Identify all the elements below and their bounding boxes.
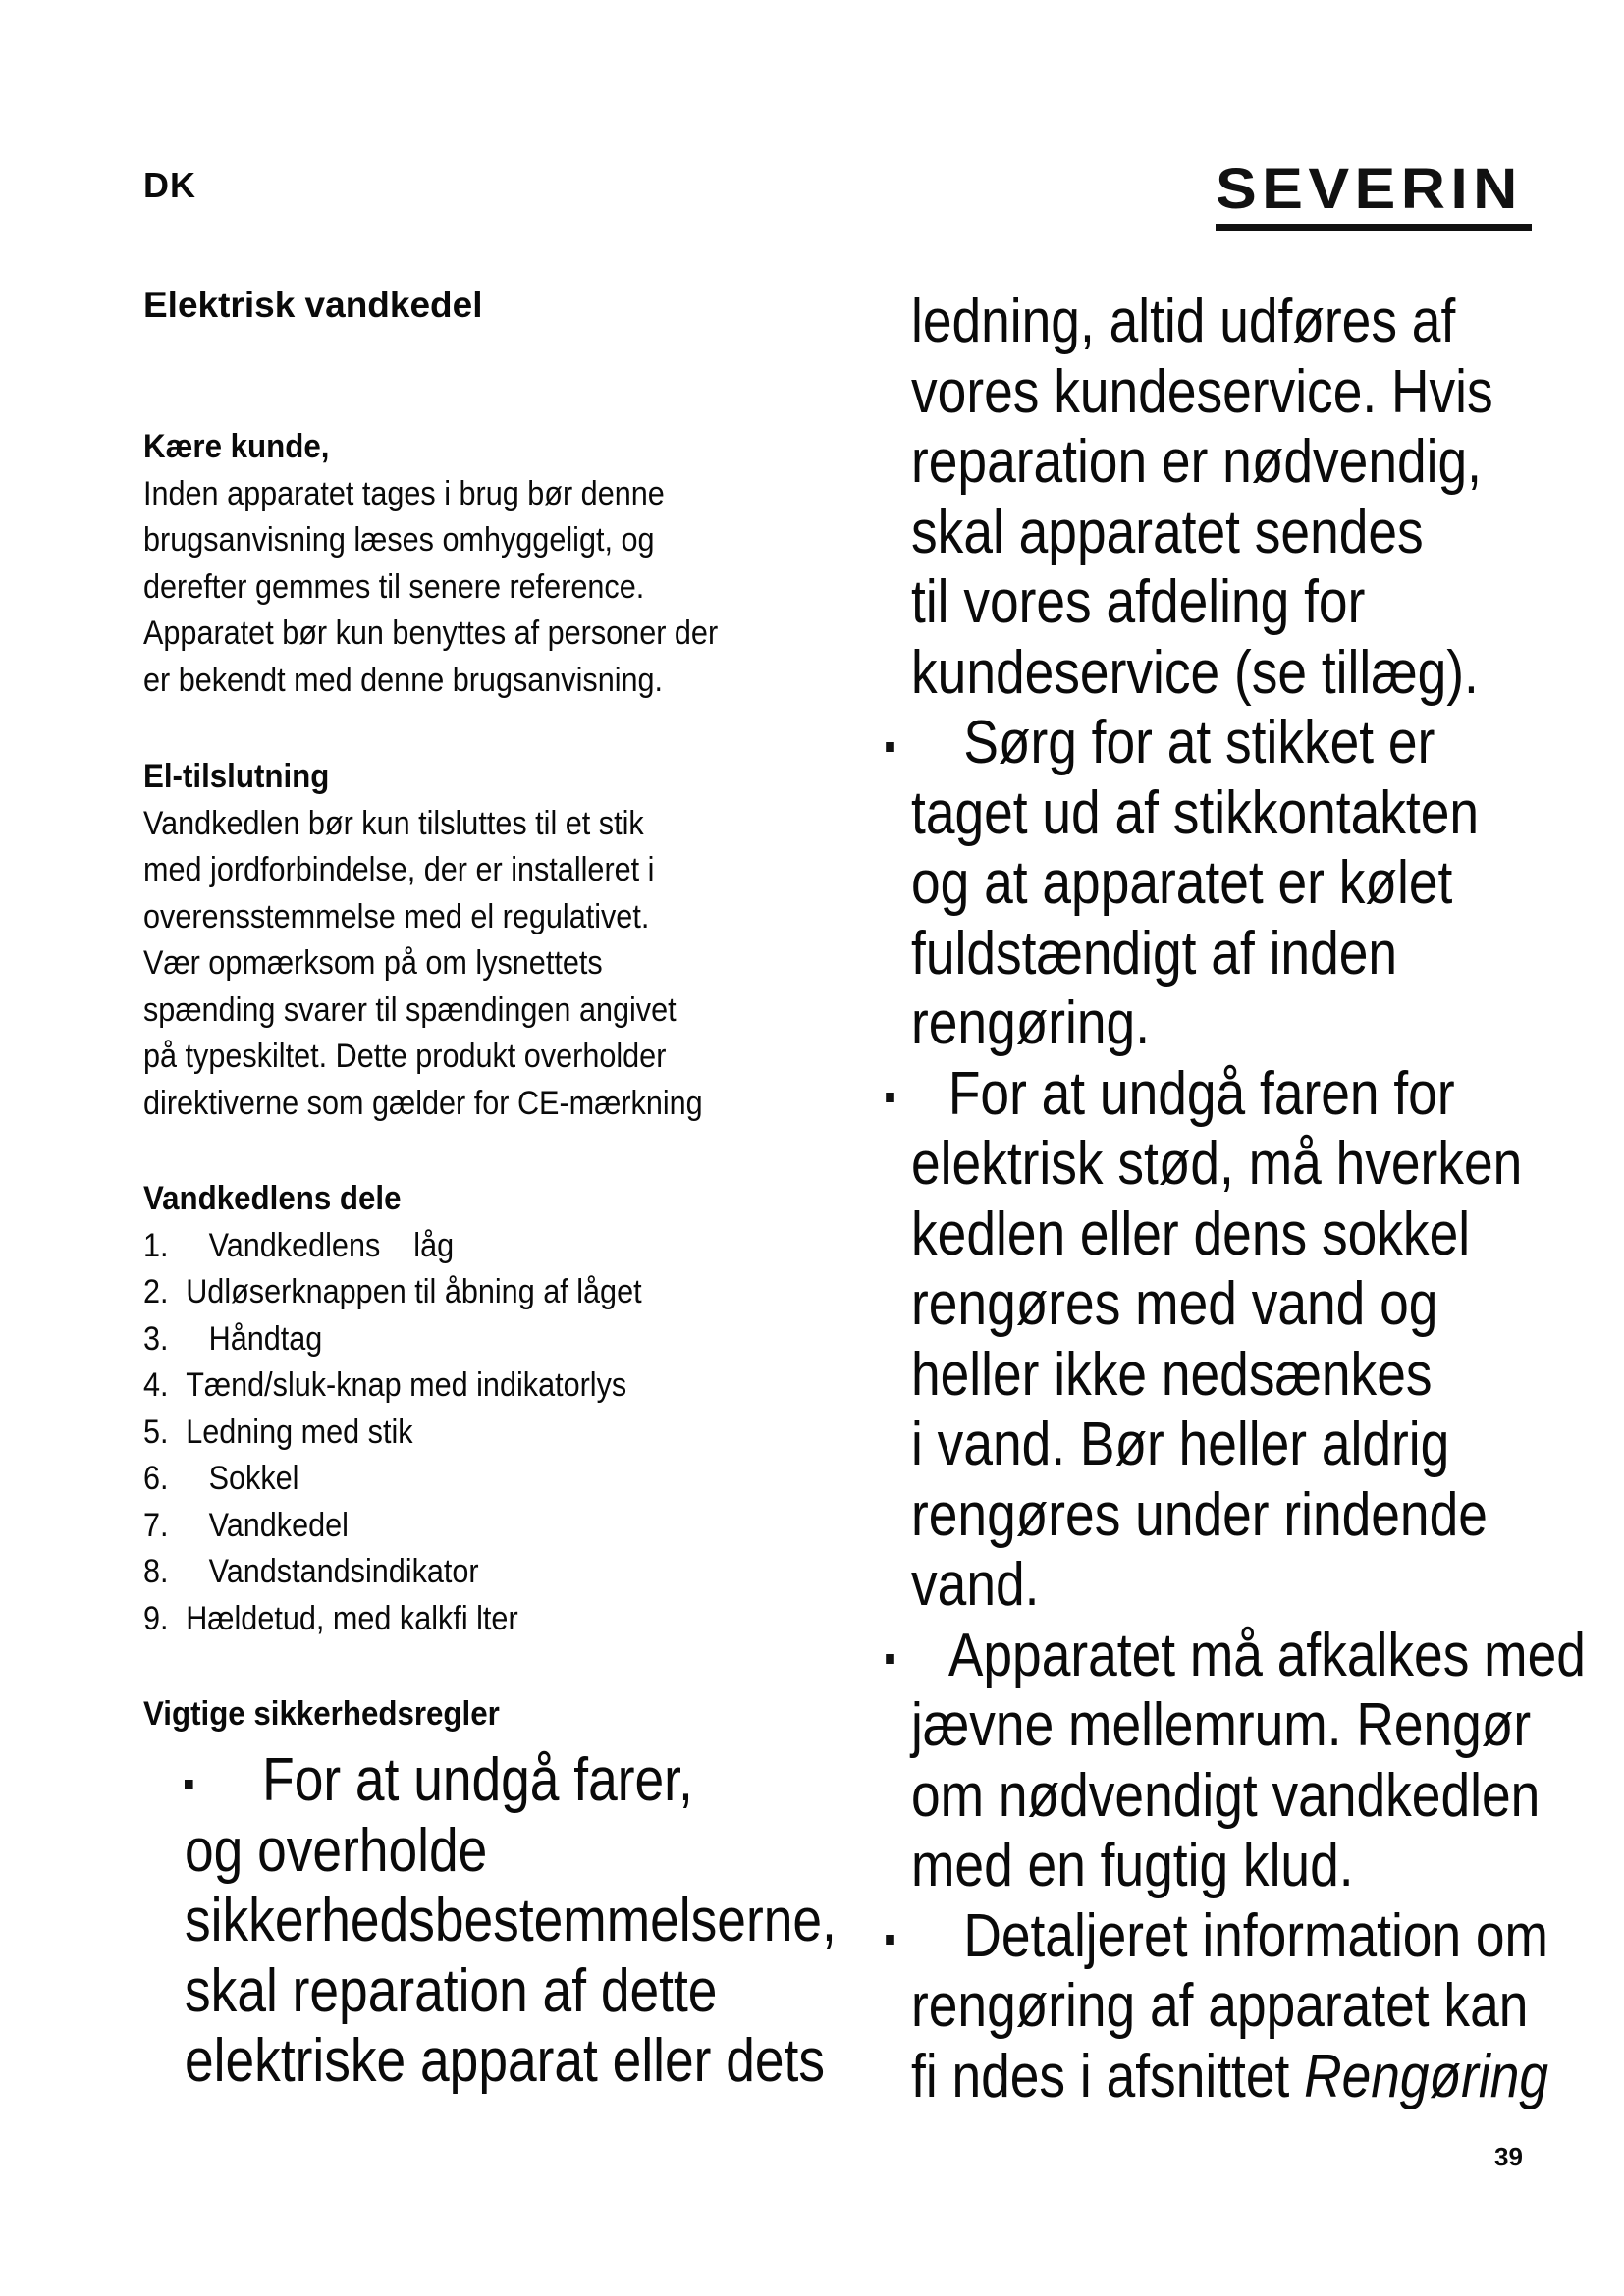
bullet-line <box>886 1901 1586 1972</box>
bullet-icon <box>886 742 894 752</box>
text-line: Vandkedlen bør kun tilsluttes til et stik <box>143 804 644 842</box>
item-text: Håndtag <box>208 1319 323 1358</box>
item-number: 4. <box>143 1366 169 1404</box>
list-item <box>143 1549 868 1596</box>
bullet-icon <box>886 1654 894 1664</box>
text-line <box>911 2042 1586 2112</box>
item-text: Vandkedlens låg <box>208 1226 455 1264</box>
list-item <box>143 1269 868 1316</box>
list-item <box>143 1223 868 1270</box>
page-title: Elektrisk vandkedel <box>143 285 483 325</box>
section-body <box>143 471 850 705</box>
text-line: i vand. Bør heller aldrig <box>911 1411 1450 1478</box>
item-text: Sokkel <box>208 1460 299 1497</box>
item-number: 1. <box>143 1226 169 1264</box>
item-text: Udløserknappen til åbning af låget <box>186 1273 642 1310</box>
text-line: For at undgå farer, <box>262 1746 693 1814</box>
page-number: 39 <box>1494 2142 1523 2171</box>
item-number: 6. <box>143 1460 169 1497</box>
text-line: med en fugtig klud. <box>911 1832 1354 1899</box>
text-line: overensstemmelse med el regulativet. <box>143 897 650 935</box>
italic-reference: Rengøring <box>1304 2042 1549 2110</box>
list-item <box>143 1596 868 1643</box>
list-item <box>143 1503 868 1550</box>
logo-underline <box>1216 224 1532 231</box>
text-line: om nødvendigt vandkedlen <box>911 1761 1541 1830</box>
item-number: 8. <box>143 1553 169 1590</box>
text-line: kundeservice (se tillæg). <box>911 638 1479 707</box>
section-heading: Vandkedlens dele <box>143 1180 402 1217</box>
item-number: 7. <box>143 1506 169 1544</box>
section-heading: Kære kunde, <box>143 428 330 465</box>
text-line: rengøring. <box>911 989 1151 1057</box>
text-line: Vær opmærksom på om lysnettets <box>143 944 603 982</box>
brand-name: SEVERIN <box>1216 157 1523 221</box>
safety-text-right-column <box>911 287 1586 2111</box>
text-line: Apparatet må afkalkes med <box>947 1621 1586 1689</box>
text-line: ledning, altid udføres af <box>911 288 1456 355</box>
text-line: og at apparatet er kølet <box>911 849 1453 917</box>
section-kettle-parts <box>143 1176 948 1642</box>
bullet-icon <box>185 1780 193 1789</box>
text-line: Apparatet bør kun benyttes af personer der <box>143 614 719 652</box>
text-line: jævne mellemrum. Rengør <box>911 1691 1532 1759</box>
item-text: Ledning med stik <box>186 1413 413 1451</box>
bullet-icon <box>886 1935 894 1945</box>
list-item <box>143 1362 868 1410</box>
text-line: Detaljeret information om <box>963 1901 1548 1970</box>
section-electrical-connection <box>143 754 948 1127</box>
bullet-line <box>886 708 1586 778</box>
item-number: 5. <box>143 1413 169 1451</box>
text-line: vand. <box>911 1551 1040 1619</box>
list-item <box>143 1410 868 1457</box>
bullet-icon <box>886 1093 894 1102</box>
text-line: elektriske apparat eller dets <box>185 2027 826 2095</box>
item-text: Vandkedel <box>208 1506 349 1544</box>
bullet-line <box>185 1745 837 1816</box>
text-line: taget ud af stikkontakten <box>911 778 1480 847</box>
item-number: 2. <box>143 1273 169 1310</box>
text-line: og overholde <box>185 1816 488 1885</box>
text-fragment: fi ndes i afsnittet <box>911 2042 1305 2110</box>
text-line: reparation er nødvendig, <box>911 428 1482 496</box>
safety-text-left-column <box>185 1745 837 2097</box>
text-line: skal reparation af dette <box>185 1956 718 2025</box>
text-line: heller ikke nedsænkes <box>911 1340 1433 1409</box>
item-number: 9. <box>143 1599 169 1637</box>
severin-logo <box>1216 159 1532 231</box>
text-line: derefter gemmes til senere reference. <box>143 567 645 606</box>
text-line: elektrisk stød, må hverken <box>911 1130 1523 1198</box>
text-line: rengøres med vand og <box>911 1270 1438 1338</box>
text-line: på typeskiltet. Dette produkt overholder <box>143 1038 667 1075</box>
item-text: Tænd/sluk-knap med indikatorlys <box>186 1366 627 1404</box>
bullet-line <box>886 1059 1586 1130</box>
text-line: rengøres under rindende <box>911 1480 1488 1549</box>
section-heading: El-tilslutning <box>143 758 330 795</box>
text-line: spænding svarer til spændingen angivet <box>143 990 677 1029</box>
section-heading-safety: Vigtige sikkerhedsregler <box>143 1695 500 1733</box>
text-line: til vores afdeling for <box>911 568 1366 636</box>
text-line: er bekendt med denne brugsanvisning. <box>143 661 664 699</box>
item-text: Vandstandsindikator <box>208 1553 479 1590</box>
text-line: Inden apparatet tages i brug bør denne <box>143 474 665 512</box>
item-number: 3. <box>143 1319 169 1358</box>
text-line: brugsanvisning læses omhyggeligt, og <box>143 521 655 559</box>
text-line: Sørg for at stikket er <box>963 709 1435 776</box>
text-line: direktiverne som gælder for CE-mærkning <box>143 1084 703 1122</box>
text-line: For at undgå faren for <box>947 1059 1455 1128</box>
language-code: DK <box>143 165 196 205</box>
text-line: skal apparatet sendes <box>911 498 1424 566</box>
item-text: Hældetud, med kalkfi lter <box>186 1599 518 1637</box>
text-line: rengøring af apparatet kan <box>911 1972 1529 2040</box>
text-line: sikkerhedsbestemmelserne, <box>185 1887 837 1954</box>
parts-list <box>143 1223 868 1643</box>
list-item <box>143 1456 868 1503</box>
section-body <box>143 801 868 1128</box>
list-item <box>143 1316 868 1363</box>
text-line: med jordforbindelse, der er installeret i <box>143 851 655 888</box>
text-line: kedlen eller dens sokkel <box>911 1200 1471 1268</box>
bullet-line <box>886 1621 1586 1691</box>
section-dear-customer <box>143 424 929 704</box>
text-line: vores kundeservice. Hvis <box>911 357 1493 426</box>
text-line: fuldstændigt af inden <box>911 919 1398 988</box>
